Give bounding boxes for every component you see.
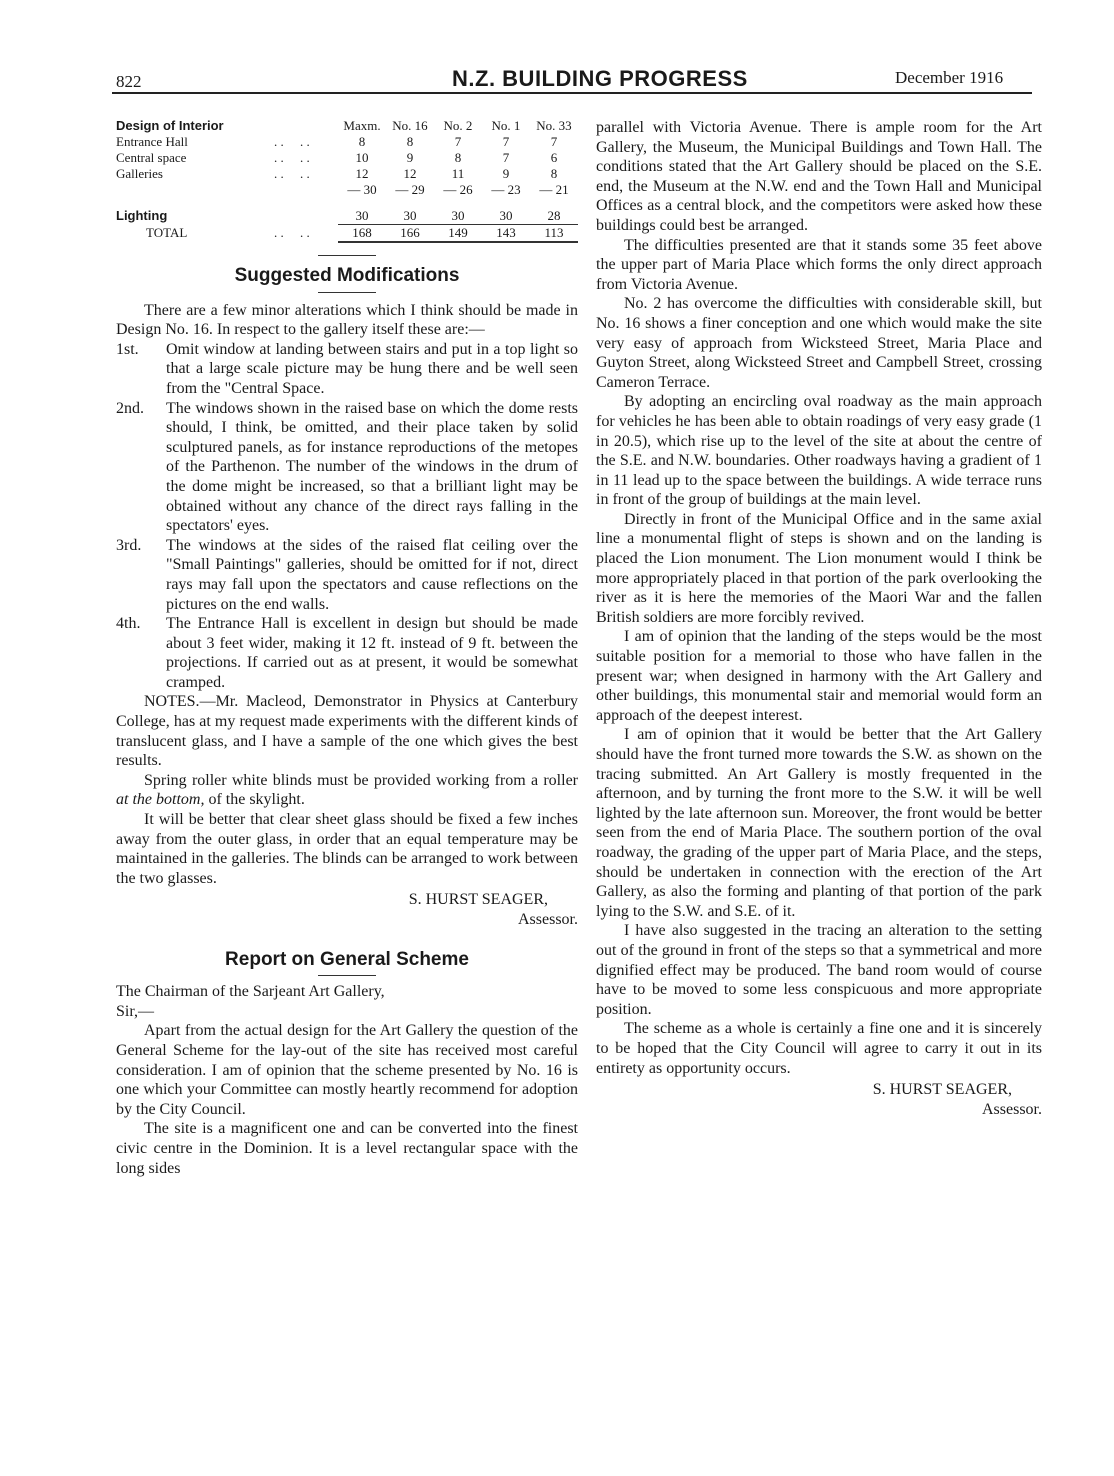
issue-date: December 1916: [895, 68, 1004, 87]
item-text: The Entrance Hall is excellent in design but should be made about 3 feet wider, making it 12 ft. instead of 9 ft. between the projections. If carried out as at present, it would be somewhat cramped.: [166, 615, 578, 691]
left-column: [116, 118, 578, 1178]
total-cell: 166: [386, 225, 434, 243]
table-cell: 7: [502, 150, 510, 165]
divider: [318, 292, 376, 293]
table-cell: 10: [355, 150, 369, 165]
magazine-title: N.Z. BUILDING PROGRESS: [452, 66, 748, 91]
item-number: 4th.: [116, 615, 141, 633]
row-label: Central space: [116, 150, 187, 165]
right-column: [596, 118, 1042, 1119]
table-header-row: [116, 118, 578, 134]
list-item: [116, 399, 578, 536]
item-number: 3rd.: [116, 536, 142, 554]
section-label: Design of Interior: [116, 118, 224, 133]
notes-paragraph: [116, 692, 578, 770]
divider: [318, 975, 376, 976]
table-cell: 8: [406, 134, 414, 149]
paragraph: Directly in front of the Municipal Office and in the same axial line a monumental flight of steps is shown and on the landing is placed the Lion monument. The Lion monument would I think be more appropriately placed in that portion of the park overlooking the river as it is here the memories of the Maori War and the fallen British soldiers are more forcibly revived.: [596, 510, 1042, 626]
paragraph: The scheme as a whole is certainly a fine one and it is sincerely to be hoped that the City Council will agree to carry it out in its entirety as opportunity occurs.: [596, 1020, 1042, 1077]
paragraph: I am of opinion that it would be better that the Art Gallery should have the front turned more towards the S.W. as shown on the tracing submitted. An Art Gallery is mostly frequented in the afternoon, and by turning the front more to the S.W. it will be well lighted by the late afternoon sun. Moreover, the front would be better seen from the end of Maria Place. The southern portion of the oval roadway, the grading of the upper part of Maria Place, and the steps, should be undertaken in connection with the erection of the Art Gallery, as also the forming and planting of that portion of the park lying to the S.W. and S.E. of it.: [596, 726, 1042, 920]
table-cell: 8: [358, 134, 366, 149]
paragraph: There are a few minor alterations which I think should be made in Design No. 16. In respect to the gallery itself these are:—: [116, 301, 578, 339]
paragraph: parallel with Victoria Avenue. There is ample room for the Art Gallery, the Museum, the Municipal Buildings and Town Hall. The conditions stated that the Art Gallery should be placed on the S.E. end, the Museum at the N.W. end and the Town Hall and Municipal Offices as a central block, and the competitors were asked how these buildings could best be arranged.: [596, 119, 1042, 234]
total-cell: 168: [338, 225, 386, 243]
table-cell: 8: [550, 166, 558, 181]
paragraph: No. 2 has overcome the difficulties with considerable skill, but No. 16 shows a finer conception and one which would make the site very easy of approach from Wicksteed Street, Maria Place and Guyton Street, along Wicksteed Street and Campbell Street, crossing Cameron Terrace.: [596, 295, 1042, 391]
page-number: 822: [116, 72, 142, 91]
total-cell: 113: [530, 225, 578, 243]
table-cell: 7: [550, 134, 558, 149]
subtotal-cell: — 23: [491, 182, 521, 197]
table-cell: 6: [550, 150, 558, 165]
paragraph: The difficulties presented are that it stands some 35 feet above the upper part of Maria Place which forms the only direct approach from Victoria Avenue.: [596, 236, 1042, 293]
total-label: TOTAL: [146, 225, 188, 241]
table-row: Galleries . . . . 12 12 11 9 8: [116, 166, 578, 182]
notes-label: NOTES.: [144, 693, 200, 711]
scores-table: [116, 118, 578, 243]
table-cell: 9: [502, 166, 510, 181]
header-rule: [112, 92, 1032, 94]
table-cell: 7: [454, 134, 462, 149]
column-header: No. 2: [443, 118, 473, 133]
page-header: [0, 0, 1114, 100]
column-header: No. 33: [536, 118, 572, 133]
emphasis: at the bottom,: [116, 791, 205, 809]
signature-title: Assessor.: [517, 911, 578, 928]
heading-report: Report on General Scheme: [225, 948, 469, 970]
signature: S. HURST SEAGER,: [872, 1081, 1012, 1099]
table-cell: 8: [454, 150, 462, 165]
column-header: Maxm.: [343, 118, 381, 133]
blinds-paragraph: Spring roller white blinds must be provided working from a roller at the bottom, of the skylight.: [116, 771, 578, 809]
heading-modifications: Suggested Modifications: [234, 265, 460, 286]
paragraph: I am of opinion that the landing of the steps would be the most suitable position for a memorial to those who have fallen in the present war; when designed in harmony with the Art Gallery and other buildings, this monumental stair and memorial would form an approach of the deepest interest.: [596, 628, 1042, 724]
subtotal-cell: — 21: [539, 182, 569, 197]
column-header: No. 16: [392, 118, 428, 133]
total-cell: 149: [434, 225, 482, 243]
paragraph: By adopting an encircling oval roadway as the main approach for vehicles he has been able to obtain roadings of very easy grade (1 in 20.5), which rise up to the level of the site at about the centre of the S.E. and N.W. boundaries. Other roadways having a gradient of 1 in 11 lead up to the space between the buildings. A wide terrace runs in front of the group of buildings at the main level.: [596, 393, 1042, 509]
paragraph: It will be better that clear sheet glass should be fixed a few inches away from the outer glass, in order that an equal temperature may be maintained in the galleries. The blinds can be arranged to work between the two glasses.: [116, 811, 578, 887]
paragraph: I have also suggested in the tracing an alteration to the setting out of the ground in front of the steps so that a symmetrical and more dignified effect may be produced. The band room would of course have to be moved to some less conspicuous and more appropriate position.: [596, 922, 1042, 1018]
subtotal-row: [116, 182, 578, 198]
item-text: The windows at the sides of the raised flat ceiling over the "Small Paintings" galleries, should be omitted for if not, direct rays may fall upon the spectators and cause reflections on the pictures on the end walls.: [166, 536, 578, 613]
signature-title: Assessor.: [981, 1100, 1042, 1118]
list-item: [116, 536, 578, 614]
subtotal-cell: — 26: [443, 182, 473, 197]
table-cell: 7: [502, 134, 510, 149]
list-item: [116, 614, 578, 692]
row-label: Entrance Hall: [116, 134, 188, 149]
total-cell: 143: [482, 225, 530, 243]
list-item: [116, 340, 578, 399]
divider: [318, 255, 376, 256]
item-text: Omit window at landing between stairs and put in a top light so that a large scale picture may be hung there and be well seen from the "Central Space.: [166, 340, 578, 397]
table-cell: 12: [355, 166, 369, 181]
table-cell: 30: [403, 208, 417, 223]
table-row: Entrance Hall . . . . 8 8 7 7 7: [116, 134, 578, 150]
lighting-label: Lighting: [116, 208, 168, 224]
item-text: The windows shown in the raised base on which the dome rests should, I think, be omitted, and their place taken by solid sculptured panels, as for instance reproductions of the metopes of the Parthenon. The number of the windows in the drum of the dome might be increased, so that a brilliant light may be obtained without any chance of the direct rays falling in the spectators' eyes.: [166, 399, 578, 535]
subtotal-cell: — 29: [395, 182, 425, 197]
signature: S. HURST SEAGER,: [408, 891, 548, 909]
column-header: No. 1: [491, 118, 521, 133]
notes-text: —Mr. Macleod, Demonstrator in Physics at Canterbury College, has at my request made experiments with the different kinds of translucent glass, and I have a sample of the one which gives the best results.: [116, 693, 578, 770]
item-number: 1st.: [116, 340, 139, 358]
lighting-row: [116, 208, 578, 225]
table-cell: 11: [451, 166, 465, 181]
row-label: Galleries: [116, 166, 163, 181]
table-cell: 30: [355, 208, 369, 223]
salutation: Sir,—: [116, 1002, 155, 1020]
paragraph: The site is a magnificent one and can be converted into the finest civic centre in the Dominion. It is a level rectangular space with the long sides: [116, 1120, 578, 1177]
table-row: Central space . . . . 10 9 8 7 6: [116, 150, 578, 166]
table-cell: 30: [499, 208, 513, 223]
table-cell: 9: [406, 150, 414, 165]
item-number: 2nd.: [116, 399, 144, 417]
table-cell: 12: [403, 166, 417, 181]
total-row: TOTAL . . . . 168 166 149 143 113: [116, 225, 578, 243]
table-cell: 30: [451, 208, 465, 223]
addressee: The Chairman of the Sarjeant Art Gallery,: [116, 983, 385, 1001]
table-cell: 28: [547, 208, 561, 223]
paragraph: Apart from the actual design for the Art Gallery the question of the General Scheme for the lay-out of the site has received most careful consideration. I am of opinion that the scheme presented by No. 16 is one which your Committee can mostly heartly recommend for adoption by the City Council.: [116, 1022, 578, 1118]
subtotal-cell: — 30: [347, 182, 377, 197]
